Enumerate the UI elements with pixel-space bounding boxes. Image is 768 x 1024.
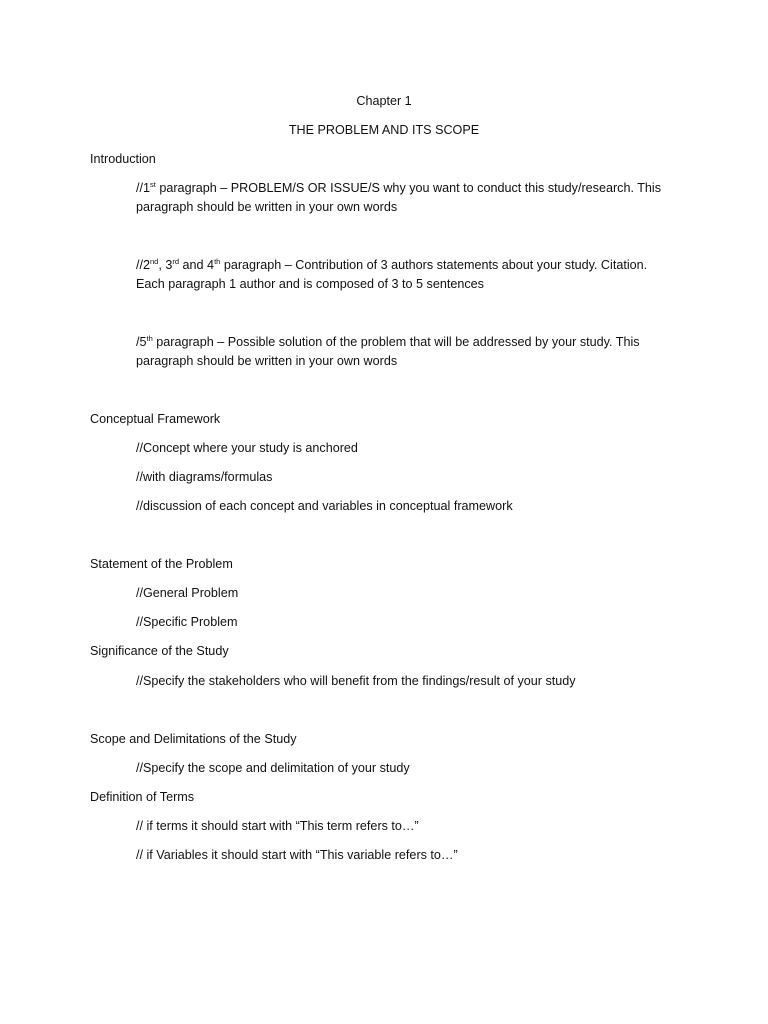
chapter-title: THE PROBLEM AND ITS SCOPE bbox=[288, 123, 480, 137]
definition-of-terms-item: // if terms it should start with “This term refers to…” bbox=[136, 819, 419, 833]
conceptual-framework-item: //Concept where your study is anchored bbox=[136, 441, 358, 455]
intro-paragraph-3-line-2: paragraph should be written in your own words bbox=[136, 354, 398, 368]
conceptual-framework-item: //with diagrams/formulas bbox=[136, 470, 273, 484]
section-heading-conceptual-framework: Conceptual Framework bbox=[90, 412, 221, 426]
intro-paragraph-3-line-1: /5th paragraph – Possible solution of the problem that will be addressed by your study. This bbox=[136, 334, 640, 349]
intro-paragraph-2-line-2: Each paragraph 1 author and is composed of 3 to 5 sentences bbox=[136, 277, 484, 291]
definition-of-terms-item: // if Variables it should start with “This variable refers to…” bbox=[136, 848, 458, 862]
intro-paragraph-2-line-1: //2nd, 3rd and 4th paragraph – Contribution of 3 authors statements about your study. Citation. bbox=[136, 257, 648, 272]
section-heading-statement-of-problem: Statement of the Problem bbox=[90, 557, 233, 571]
scope-item: //Specify the scope and delimitation of your study bbox=[136, 761, 410, 775]
statement-of-problem-item: //Specific Problem bbox=[136, 615, 238, 629]
chapter-label: Chapter 1 bbox=[356, 94, 412, 108]
conceptual-framework-item: //discussion of each concept and variables in conceptual framework bbox=[136, 499, 513, 513]
intro-paragraph-1-line-2: paragraph should be written in your own words bbox=[136, 200, 398, 214]
significance-item: //Specify the stakeholders who will benefit from the findings/result of your study bbox=[136, 674, 576, 688]
section-heading-definition-of-terms: Definition of Terms bbox=[90, 790, 195, 804]
section-heading-scope: Scope and Delimitations of the Study bbox=[90, 732, 297, 746]
section-heading-introduction: Introduction bbox=[90, 152, 156, 166]
statement-of-problem-item: //General Problem bbox=[136, 586, 239, 600]
intro-paragraph-1-line-1: //1st paragraph – PROBLEM/S OR ISSUE/S why you want to conduct this study/research. This bbox=[136, 180, 662, 195]
section-heading-significance: Significance of the Study bbox=[90, 644, 229, 658]
